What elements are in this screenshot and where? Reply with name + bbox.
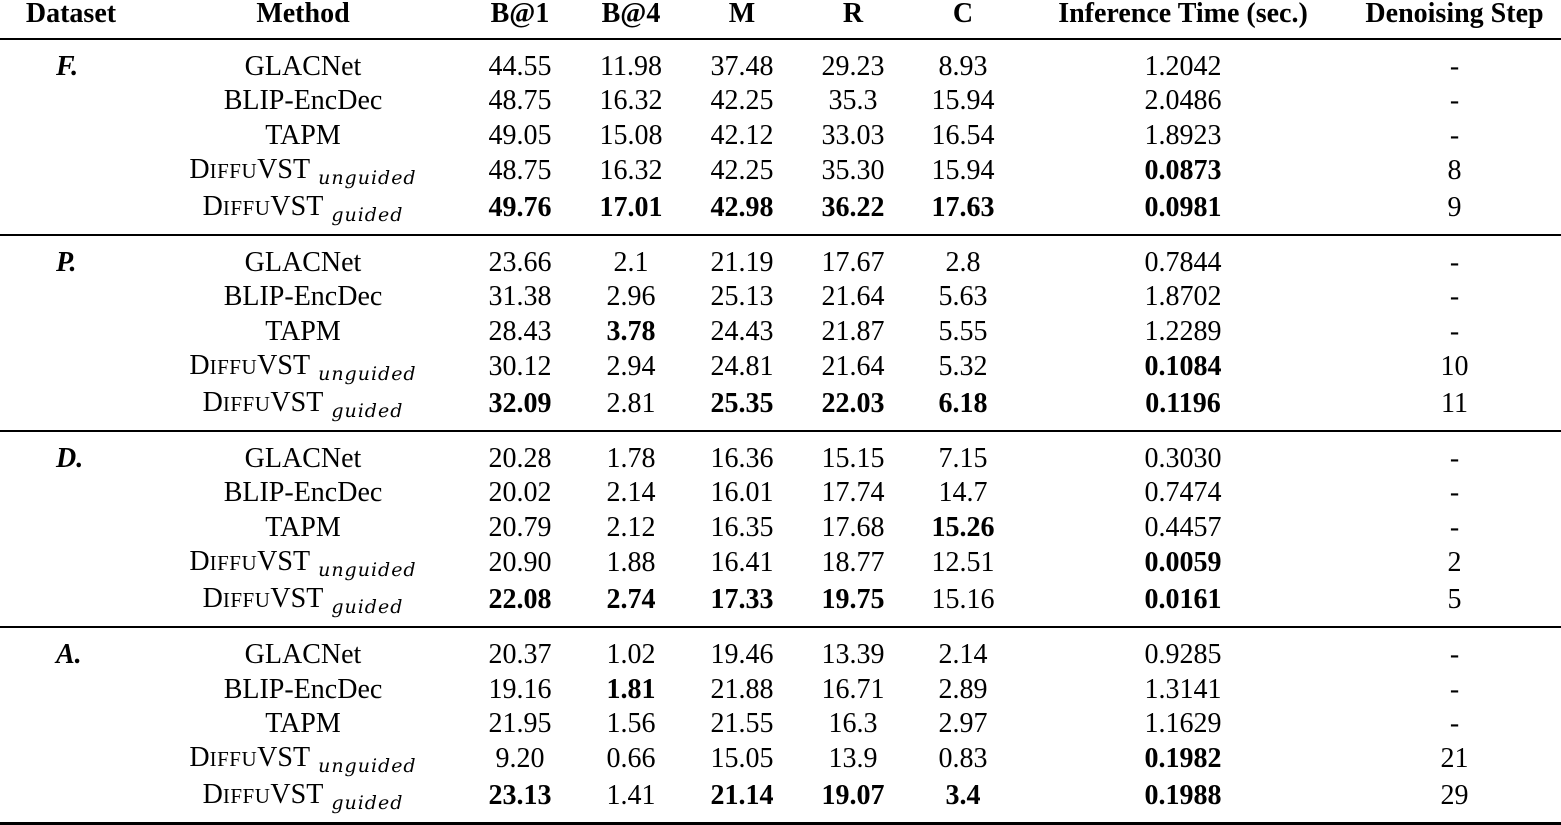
b1-cell: 23.13 bbox=[464, 778, 576, 824]
b1-cell: 21.95 bbox=[488, 707, 552, 739]
cider-cell: 17.63 bbox=[908, 190, 1018, 235]
table-row bbox=[0, 511, 1561, 545]
b4-cell: 2.1 bbox=[613, 247, 649, 279]
b4-cell: 2.96 bbox=[606, 281, 656, 313]
cider-cell: 15.94 bbox=[931, 85, 995, 117]
cider-cell: 5.55 bbox=[938, 315, 988, 347]
dataset-label bbox=[0, 315, 142, 349]
method-name bbox=[142, 153, 464, 189]
b4-cell: 3.78 bbox=[606, 315, 656, 347]
inference-time-cell: 1.3141 bbox=[1144, 673, 1222, 705]
b1-cell: 20.37 bbox=[488, 639, 552, 671]
cider-cell: 6.18 bbox=[908, 386, 1018, 431]
b1-cell: 49.05 bbox=[488, 119, 552, 151]
header-row bbox=[0, 0, 1561, 39]
rouge-cell: 35.30 bbox=[821, 155, 885, 187]
method-variant-subscript: unguided bbox=[318, 559, 417, 582]
method-variant-subscript: unguided bbox=[318, 363, 417, 386]
rouge-cell: 21.64 bbox=[821, 281, 885, 313]
method-name bbox=[142, 545, 464, 581]
meteor-cell: 42.25 bbox=[710, 85, 774, 117]
b4-cell: 1.78 bbox=[606, 443, 656, 475]
table-row bbox=[0, 476, 1561, 510]
meteor-cell: 21.19 bbox=[710, 247, 774, 279]
denoising-step-cell: - bbox=[1449, 51, 1460, 82]
method-diffuvst: DIFFUVST bbox=[189, 546, 311, 578]
method-name: GLACNet bbox=[244, 639, 362, 671]
meteor-cell: 25.13 bbox=[710, 281, 774, 313]
dataset-group bbox=[0, 235, 1561, 431]
b1-cell: 20.02 bbox=[488, 477, 552, 509]
denoising-step-cell: - bbox=[1449, 639, 1460, 671]
denoising-step-cell: 8 bbox=[1447, 155, 1462, 187]
b4-cell: 15.08 bbox=[599, 119, 663, 151]
cider-cell: 2.8 bbox=[945, 247, 981, 279]
method-diffuvst: DIFFUVST bbox=[189, 742, 311, 774]
inference-time-cell: 0.3030 bbox=[1144, 443, 1222, 475]
b1-cell: 22.08 bbox=[464, 582, 576, 627]
inference-time-cell: 0.0981 bbox=[1018, 190, 1348, 235]
method-name: BLIP-EncDec bbox=[223, 85, 383, 117]
b4-cell: 1.81 bbox=[606, 673, 656, 705]
dataset-label bbox=[0, 511, 142, 545]
b1-cell: 9.20 bbox=[495, 743, 545, 775]
denoising-step-cell: - bbox=[1449, 443, 1460, 475]
dataset-label bbox=[0, 349, 142, 385]
cider-cell: 2.89 bbox=[938, 673, 988, 705]
denoising-step-cell: 10 bbox=[1440, 351, 1469, 383]
cider-cell: 16.54 bbox=[931, 119, 995, 151]
rouge-cell: 22.03 bbox=[798, 386, 908, 431]
b1-cell: 20.79 bbox=[488, 511, 552, 543]
method-variant-subscript: unguided bbox=[318, 167, 417, 190]
table-row bbox=[0, 627, 1561, 672]
method-name: BLIP-EncDec bbox=[223, 673, 383, 705]
rouge-cell: 18.77 bbox=[821, 547, 885, 579]
table-row bbox=[0, 673, 1561, 707]
b1-cell: 48.75 bbox=[488, 155, 552, 187]
cider-cell: 3.4 bbox=[908, 778, 1018, 824]
table-row bbox=[0, 190, 1561, 235]
meteor-cell: 24.81 bbox=[710, 351, 774, 383]
meteor-cell: 42.12 bbox=[710, 119, 774, 151]
method-name: TAPM bbox=[265, 511, 341, 543]
method-name: BLIP-EncDec bbox=[223, 477, 383, 509]
meteor-cell: 16.36 bbox=[710, 443, 774, 475]
b4-cell: 17.01 bbox=[576, 190, 686, 235]
dataset-group bbox=[0, 39, 1561, 235]
b4-cell: 2.94 bbox=[606, 351, 656, 383]
meteor-cell: 15.05 bbox=[710, 743, 774, 775]
dataset-label bbox=[0, 84, 142, 118]
rouge-cell: 16.71 bbox=[821, 673, 885, 705]
denoising-step-cell: - bbox=[1449, 707, 1460, 739]
inference-time-cell: 1.8702 bbox=[1144, 281, 1222, 313]
table-row bbox=[0, 582, 1561, 627]
dataset-label bbox=[0, 707, 142, 741]
inference-time-cell: 1.8923 bbox=[1144, 119, 1222, 151]
header-inference-time: Inference Time (sec.) bbox=[1058, 0, 1308, 29]
denoising-step-cell: 11 bbox=[1348, 386, 1561, 431]
dataset-label: A. bbox=[56, 639, 82, 671]
dataset-label: P. bbox=[56, 247, 77, 279]
method-diffuvst: DIFFUVST bbox=[202, 190, 324, 222]
dataset-label bbox=[0, 119, 142, 153]
rouge-cell: 36.22 bbox=[798, 190, 908, 235]
meteor-cell: 16.35 bbox=[710, 511, 774, 543]
rouge-cell: 17.67 bbox=[821, 247, 885, 279]
b1-cell: 20.90 bbox=[488, 547, 552, 579]
table-row bbox=[0, 119, 1561, 153]
dataset-label bbox=[0, 545, 142, 581]
b1-cell: 23.66 bbox=[488, 247, 552, 279]
method-name: TAPM bbox=[265, 119, 341, 151]
meteor-cell: 25.35 bbox=[686, 386, 798, 431]
b4-cell: 2.12 bbox=[606, 511, 656, 543]
cider-cell: 7.15 bbox=[938, 443, 988, 475]
rouge-cell: 17.68 bbox=[821, 511, 885, 543]
meteor-cell: 24.43 bbox=[710, 315, 774, 347]
meteor-cell: 21.55 bbox=[710, 707, 774, 739]
header-denoising-step: Denoising Step bbox=[1365, 0, 1544, 29]
denoising-step-cell: - bbox=[1449, 85, 1460, 117]
b1-cell: 31.38 bbox=[488, 281, 552, 313]
meteor-cell: 16.01 bbox=[710, 477, 774, 509]
rouge-cell: 35.3 bbox=[828, 85, 878, 117]
table-row bbox=[0, 235, 1561, 280]
denoising-step-cell: - bbox=[1449, 247, 1460, 279]
meteor-cell: 42.25 bbox=[710, 155, 774, 187]
denoising-step-cell: - bbox=[1449, 119, 1460, 151]
dataset-label bbox=[0, 280, 142, 314]
method-name bbox=[142, 582, 464, 627]
dataset-label: D. bbox=[56, 443, 84, 475]
denoising-step-cell: 9 bbox=[1348, 190, 1561, 235]
rouge-cell: 15.15 bbox=[821, 443, 885, 475]
inference-time-cell: 1.1629 bbox=[1144, 707, 1222, 739]
header-meteor: M bbox=[728, 0, 756, 29]
inference-time-cell: 0.9285 bbox=[1144, 639, 1222, 671]
table-row bbox=[0, 349, 1561, 385]
rouge-cell: 13.39 bbox=[821, 639, 885, 671]
rouge-cell: 29.23 bbox=[821, 51, 885, 82]
denoising-step-cell: - bbox=[1449, 281, 1460, 313]
method-name bbox=[142, 349, 464, 385]
rouge-cell: 17.74 bbox=[821, 477, 885, 509]
method-diffuvst: DIFFUVST bbox=[202, 386, 324, 418]
meteor-cell: 16.41 bbox=[710, 547, 774, 579]
dataset-label bbox=[0, 582, 142, 627]
inference-time-cell: 0.0059 bbox=[1144, 547, 1222, 579]
b4-cell: 1.41 bbox=[576, 778, 686, 824]
method-diffuvst: DIFFUVST bbox=[202, 778, 324, 810]
b1-cell: 20.28 bbox=[488, 443, 552, 475]
method-diffuvst: DIFFUVST bbox=[202, 582, 324, 614]
denoising-step-cell: - bbox=[1449, 673, 1460, 705]
b4-cell: 1.56 bbox=[606, 707, 656, 739]
cider-cell: 8.93 bbox=[938, 51, 988, 82]
rouge-cell: 19.75 bbox=[798, 582, 908, 627]
meteor-cell: 19.46 bbox=[710, 639, 774, 671]
denoising-step-cell: - bbox=[1449, 511, 1460, 543]
b4-cell: 0.66 bbox=[606, 743, 656, 775]
method-name bbox=[142, 741, 464, 777]
denoising-step-cell: - bbox=[1449, 315, 1460, 347]
cider-cell: 2.14 bbox=[938, 639, 988, 671]
dataset-label bbox=[0, 153, 142, 189]
method-variant-subscript: guided bbox=[331, 791, 404, 814]
b4-cell: 1.88 bbox=[606, 547, 656, 579]
method-diffuvst: DIFFUVST bbox=[189, 350, 311, 382]
b4-cell: 2.14 bbox=[606, 477, 656, 509]
method-name: BLIP-EncDec bbox=[223, 281, 383, 313]
method-variant-subscript: guided bbox=[331, 595, 404, 618]
denoising-step-cell: - bbox=[1449, 477, 1460, 509]
dataset-label bbox=[0, 190, 142, 235]
method-diffuvst: DIFFUVST bbox=[189, 154, 311, 186]
dataset-group bbox=[0, 627, 1561, 824]
dataset-label bbox=[0, 386, 142, 431]
table-row bbox=[0, 545, 1561, 581]
b1-cell: 28.43 bbox=[488, 315, 552, 347]
denoising-step-cell: 5 bbox=[1348, 582, 1561, 627]
b4-cell: 2.74 bbox=[576, 582, 686, 627]
header-cider: C bbox=[952, 0, 974, 29]
b1-cell: 44.55 bbox=[488, 51, 552, 82]
rouge-cell: 33.03 bbox=[821, 119, 885, 151]
table-row bbox=[0, 153, 1561, 189]
table-row bbox=[0, 431, 1561, 476]
table-row bbox=[0, 707, 1561, 741]
table-row bbox=[0, 386, 1561, 431]
rouge-cell: 16.3 bbox=[828, 707, 878, 739]
inference-time-cell: 1.2042 bbox=[1144, 51, 1222, 82]
header-b4: B@4 bbox=[601, 0, 661, 29]
cider-cell: 14.7 bbox=[938, 477, 988, 509]
rouge-cell: 19.07 bbox=[798, 778, 908, 824]
b1-cell: 19.16 bbox=[488, 673, 552, 705]
denoising-step-cell: 21 bbox=[1440, 743, 1469, 775]
method-variant-subscript: unguided bbox=[318, 755, 417, 778]
dataset-label: F. bbox=[56, 51, 79, 82]
rouge-cell: 21.64 bbox=[821, 351, 885, 383]
b1-cell: 49.76 bbox=[464, 190, 576, 235]
cider-cell: 5.63 bbox=[938, 281, 988, 313]
method-name: GLACNet bbox=[244, 51, 362, 82]
cider-cell: 15.16 bbox=[908, 582, 1018, 627]
inference-time-cell: 1.2289 bbox=[1144, 315, 1222, 347]
header-rouge: R bbox=[842, 0, 864, 29]
inference-time-cell: 0.1084 bbox=[1144, 351, 1222, 383]
b4-cell: 2.81 bbox=[576, 386, 686, 431]
dataset-label bbox=[0, 778, 142, 824]
denoising-step-cell: 29 bbox=[1348, 778, 1561, 824]
method-variant-subscript: guided bbox=[331, 399, 404, 422]
method-name: TAPM bbox=[265, 315, 341, 347]
b4-cell: 16.32 bbox=[599, 85, 663, 117]
dataset-label bbox=[0, 673, 142, 707]
cider-cell: 15.26 bbox=[931, 511, 995, 543]
table-row bbox=[0, 84, 1561, 118]
table-row bbox=[0, 741, 1561, 777]
dataset-group bbox=[0, 431, 1561, 627]
table-row bbox=[0, 39, 1561, 84]
method-name: GLACNet bbox=[244, 247, 362, 279]
method-name: GLACNet bbox=[244, 443, 362, 475]
inference-time-cell: 0.1982 bbox=[1144, 743, 1222, 775]
method-variant-subscript: guided bbox=[331, 203, 404, 226]
b1-cell: 32.09 bbox=[464, 386, 576, 431]
meteor-cell: 37.48 bbox=[710, 51, 774, 82]
cider-cell: 2.97 bbox=[938, 707, 988, 739]
table-row bbox=[0, 778, 1561, 824]
rouge-cell: 13.9 bbox=[828, 743, 878, 775]
table-row bbox=[0, 280, 1561, 314]
meteor-cell: 42.98 bbox=[686, 190, 798, 235]
cider-cell: 12.51 bbox=[931, 547, 995, 579]
inference-time-cell: 0.1196 bbox=[1018, 386, 1348, 431]
method-name: TAPM bbox=[265, 707, 341, 739]
method-name bbox=[142, 386, 464, 431]
cider-cell: 5.32 bbox=[938, 351, 988, 383]
cider-cell: 0.83 bbox=[938, 743, 988, 775]
meteor-cell: 21.14 bbox=[686, 778, 798, 824]
header-method: Method bbox=[256, 0, 350, 29]
meteor-cell: 21.88 bbox=[710, 673, 774, 705]
header-b1: B@1 bbox=[490, 0, 550, 29]
rouge-cell: 21.87 bbox=[821, 315, 885, 347]
method-name bbox=[142, 778, 464, 824]
inference-time-cell: 0.0161 bbox=[1018, 582, 1348, 627]
denoising-step-cell: 2 bbox=[1447, 547, 1462, 579]
dataset-label bbox=[0, 476, 142, 510]
inference-time-cell: 0.0873 bbox=[1144, 155, 1222, 187]
header-dataset: Dataset bbox=[25, 0, 117, 29]
table-row bbox=[0, 315, 1561, 349]
inference-time-cell: 0.7844 bbox=[1144, 247, 1222, 279]
b4-cell: 11.98 bbox=[600, 51, 662, 82]
b4-cell: 1.02 bbox=[606, 639, 656, 671]
inference-time-cell: 0.4457 bbox=[1144, 511, 1222, 543]
b4-cell: 16.32 bbox=[599, 155, 663, 187]
method-name bbox=[142, 190, 464, 235]
dataset-label bbox=[0, 741, 142, 777]
inference-time-cell: 0.7474 bbox=[1144, 477, 1222, 509]
meteor-cell: 17.33 bbox=[686, 582, 798, 627]
inference-time-cell: 0.1988 bbox=[1018, 778, 1348, 824]
b1-cell: 48.75 bbox=[488, 85, 552, 117]
cider-cell: 15.94 bbox=[931, 155, 995, 187]
b1-cell: 30.12 bbox=[488, 351, 552, 383]
inference-time-cell: 2.0486 bbox=[1144, 85, 1222, 117]
